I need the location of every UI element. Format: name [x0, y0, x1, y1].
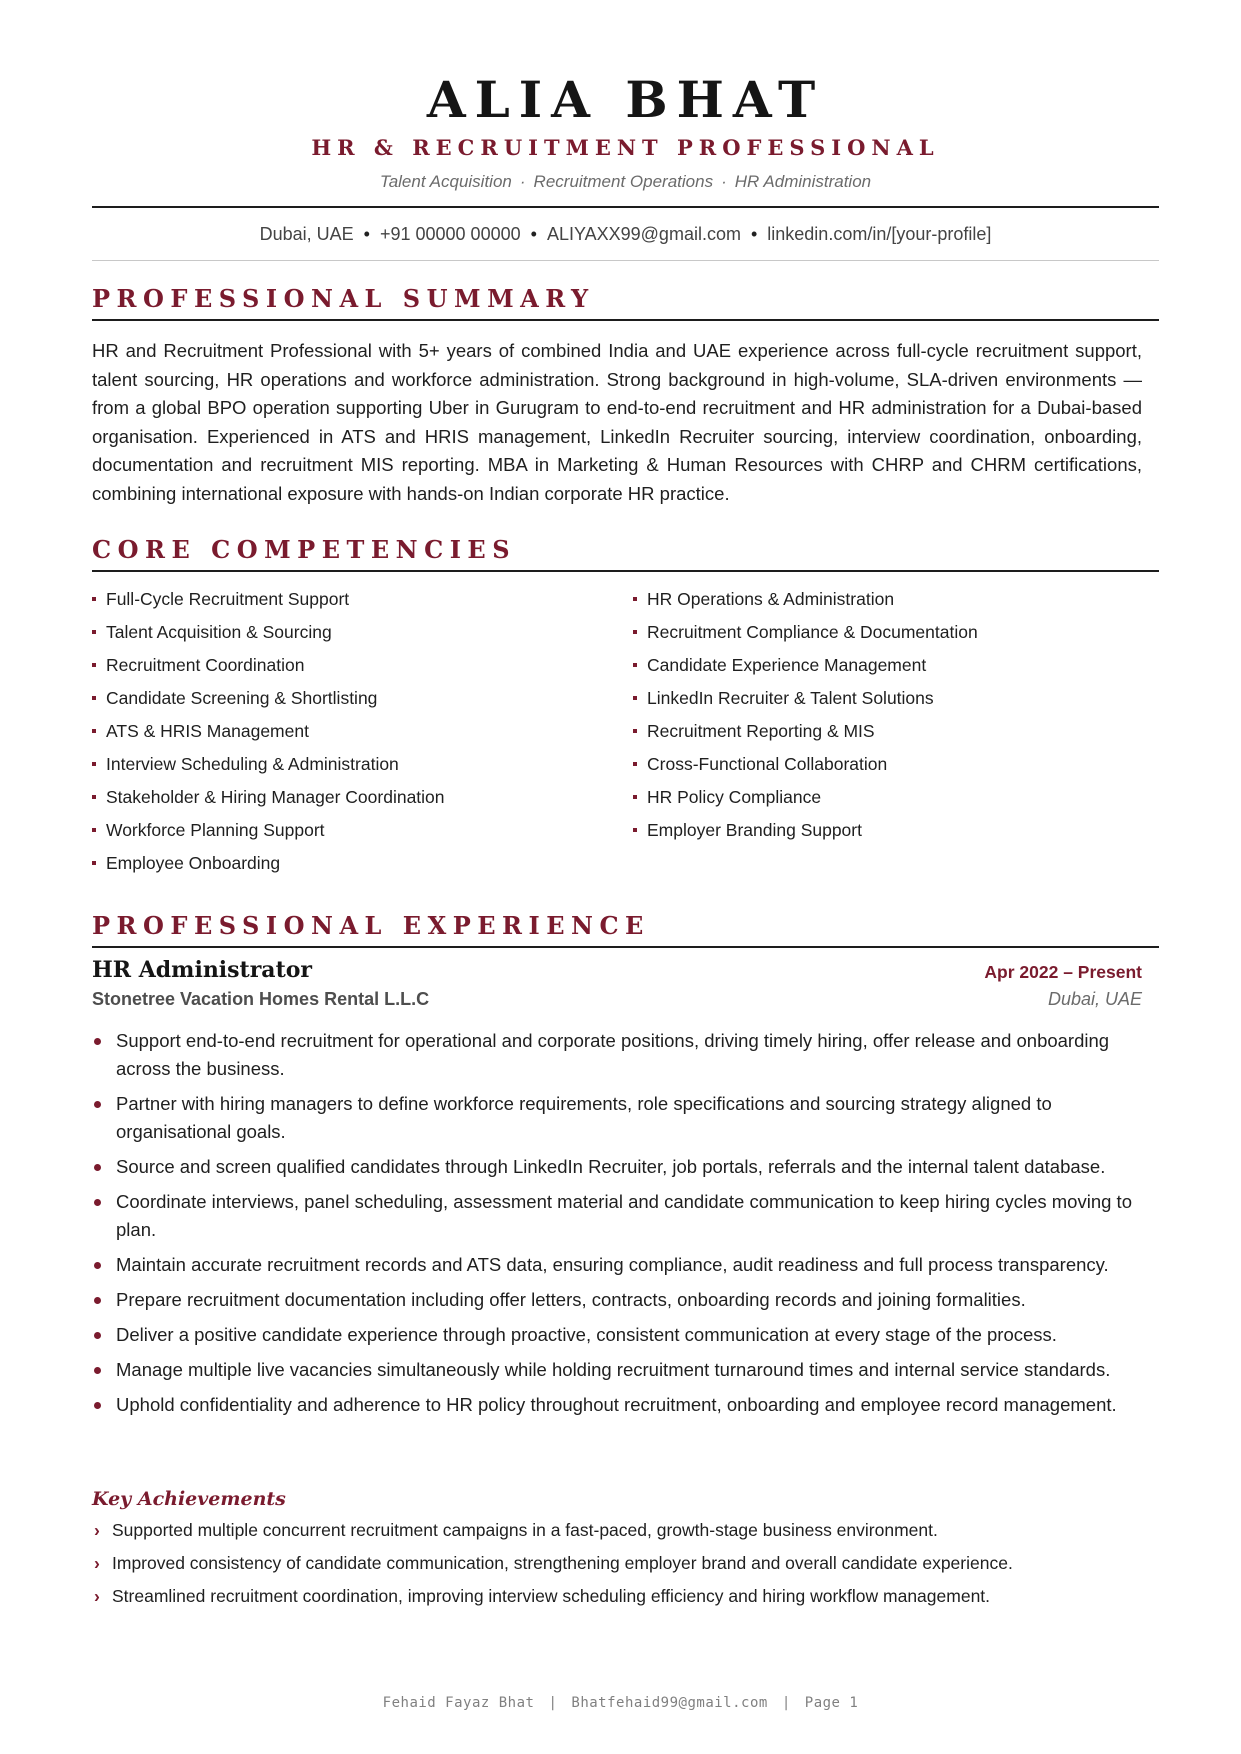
responsibility-item: Support end-to-end recruitment for operational and corporate positions, driving timely hiring, offer release and onboarding across the business. [92, 1027, 1142, 1083]
square-bullet-icon [92, 696, 96, 700]
square-bullet-icon [92, 597, 96, 601]
square-bullet-icon [92, 729, 96, 733]
company-name: Stonetree Vacation Homes Rental L.L.C [92, 989, 430, 1009]
footer-name: Fehaid Fayaz Bhat [382, 1695, 535, 1711]
contact-separator: • [363, 224, 370, 244]
square-bullet-icon [633, 729, 637, 733]
competencies-left-column [92, 588, 445, 885]
key-achievements-list [92, 1519, 1142, 1618]
square-bullet-icon [92, 861, 96, 865]
square-bullet-icon [633, 795, 637, 799]
square-bullet-icon [633, 663, 637, 667]
footer-separator: | [781, 1695, 791, 1711]
candidate-name: ALIA BHAT [426, 70, 825, 129]
key-achievements-heading: Key Achievements [92, 1488, 286, 1510]
competency-item: Cross-Functional Collaboration [633, 753, 978, 786]
chevron-right-icon: › [94, 1586, 100, 1606]
tagline [92, 172, 1159, 192]
job-title: HR Administrator [92, 957, 312, 983]
competency-item: Recruitment Coordination [92, 654, 445, 687]
contact-separator: • [530, 224, 537, 244]
responsibility-item: Partner with hiring managers to define workforce requirements, role specifications and sourcing strategy aligned to organisational goals. [92, 1090, 1142, 1146]
chevron-right-icon: › [94, 1520, 100, 1540]
round-bullet-icon [94, 1367, 101, 1374]
tagline-separator: · [721, 172, 727, 191]
competency-item: Candidate Screening & Shortlisting [92, 687, 445, 720]
tagline-item: Recruitment Operations [533, 172, 714, 191]
round-bullet-icon [94, 1402, 101, 1409]
competency-item: Workforce Planning Support [92, 819, 445, 852]
summary-text: HR and Recruitment Professional with 5+ years of combined India and UAE experience across full-cycle recruitment support, talent sourcing, HR operations and workforce administration. Strong background in high-volume, SLA-driven environments — from a global BPO operation supporting Uber in Gurugram to end-to-end recruitment and HR administration for a Dubai-based organisation. Experienced in ATS and HRIS management, LinkedIn Recruiter sourcing, interview coordination, onboarding, documentation and recruitment MIS reporting. MBA in Marketing & Human Resources with CHRP and CHRM certifications, combining international exposure with hands-on Indian corporate HR practice. [92, 340, 1142, 504]
competency-item: HR Operations & Administration [633, 588, 978, 621]
competency-item: HR Policy Compliance [633, 786, 978, 819]
contact-location: Dubai, UAE [259, 224, 354, 244]
competency-item: Stakeholder & Hiring Manager Coordination [92, 786, 445, 819]
competency-item: Recruitment Reporting & MIS [633, 720, 978, 753]
responsibility-item: Manage multiple live vacancies simultaneously while holding recruitment turnaround times and internal service standards. [92, 1356, 1142, 1384]
responsibility-item: Uphold confidentiality and adherence to HR policy throughout recruitment, onboarding and employee record management. [92, 1391, 1142, 1419]
chevron-right-icon: › [94, 1553, 100, 1573]
competency-item: Interview Scheduling & Administration [92, 753, 445, 786]
section-rule [92, 946, 1159, 948]
achievement-item: › Streamlined recruitment coordination, improving interview scheduling efficiency and hiring workflow management. [94, 1586, 991, 1606]
professional-title: HR & RECRUITMENT PROFESSIONAL [311, 135, 940, 160]
round-bullet-icon [94, 1297, 101, 1304]
job-dates: Apr 2022 – Present [984, 962, 1142, 982]
competency-item: Employee Onboarding [92, 852, 445, 885]
footer-page-number: Page 1 [804, 1695, 859, 1711]
tagline-item: Talent Acquisition [379, 172, 512, 191]
square-bullet-icon [92, 795, 96, 799]
responsibility-item: Deliver a positive candidate experience through proactive, consistent communication at every stage of the process. [92, 1321, 1142, 1349]
contact-linkedin[interactable]: linkedin.com/in/[your-profile] [767, 224, 992, 244]
footer-email[interactable]: Bhatfehaid99@gmail.com [571, 1695, 768, 1711]
round-bullet-icon [94, 1038, 101, 1045]
section-rule [92, 570, 1159, 572]
section-heading-experience: PROFESSIONAL EXPERIENCE [92, 911, 650, 940]
round-bullet-icon [94, 1332, 101, 1339]
job-responsibilities [92, 1027, 1142, 1426]
responsibility-item: Prepare recruitment documentation including offer letters, contracts, onboarding records and joining formalities. [92, 1286, 1142, 1314]
round-bullet-icon [94, 1199, 101, 1206]
achievement-item: › Supported multiple concurrent recruitment campaigns in a fast-paced, growth-stage business environment. [94, 1520, 938, 1540]
contact-divider [92, 260, 1159, 261]
square-bullet-icon [633, 828, 637, 832]
page-footer [0, 1695, 1241, 1711]
competency-item: Talent Acquisition & Sourcing [92, 621, 445, 654]
square-bullet-icon [633, 597, 637, 601]
responsibility-item: Maintain accurate recruitment records and ATS data, ensuring compliance, audit readiness and full process transparency. [92, 1251, 1142, 1279]
section-rule [92, 319, 1159, 321]
job-location: Dubai, UAE [1047, 989, 1142, 1009]
section-heading-competencies: CORE COMPETENCIES [92, 535, 517, 564]
contact-line [92, 224, 1159, 245]
square-bullet-icon [633, 696, 637, 700]
round-bullet-icon [94, 1164, 101, 1171]
competency-item: Employer Branding Support [633, 819, 978, 852]
square-bullet-icon [92, 762, 96, 766]
competency-item: ATS & HRIS Management [92, 720, 445, 753]
round-bullet-icon [94, 1262, 101, 1269]
tagline-item: HR Administration [734, 172, 872, 191]
achievement-item: › Improved consistency of candidate communication, strengthening employer brand and overall candidate experience. [94, 1553, 1013, 1573]
tagline-separator: · [519, 172, 526, 191]
square-bullet-icon [92, 630, 96, 634]
competency-item: LinkedIn Recruiter & Talent Solutions [633, 687, 978, 720]
square-bullet-icon [92, 828, 96, 832]
square-bullet-icon [633, 630, 637, 634]
square-bullet-icon [633, 762, 637, 766]
header-divider [92, 206, 1159, 208]
contact-email[interactable]: ALIYAXX99@gmail.com [546, 224, 741, 244]
competency-item: Full-Cycle Recruitment Support [92, 588, 445, 621]
competency-item: Recruitment Compliance & Documentation [633, 621, 978, 654]
footer-separator: | [548, 1695, 558, 1711]
contact-separator: • [750, 224, 758, 244]
competency-item: Candidate Experience Management [633, 654, 978, 687]
section-heading-summary: PROFESSIONAL SUMMARY [92, 284, 595, 313]
round-bullet-icon [94, 1101, 101, 1108]
competencies-right-column [633, 588, 978, 852]
responsibility-item: Source and screen qualified candidates through LinkedIn Recruiter, job portals, referrals and the internal talent database. [92, 1153, 1142, 1181]
square-bullet-icon [92, 663, 96, 667]
responsibility-item: Coordinate interviews, panel scheduling, assessment material and candidate communication to keep hiring cycles moving to plan. [92, 1188, 1142, 1244]
contact-phone[interactable]: +91 00000 00000 [379, 224, 521, 244]
